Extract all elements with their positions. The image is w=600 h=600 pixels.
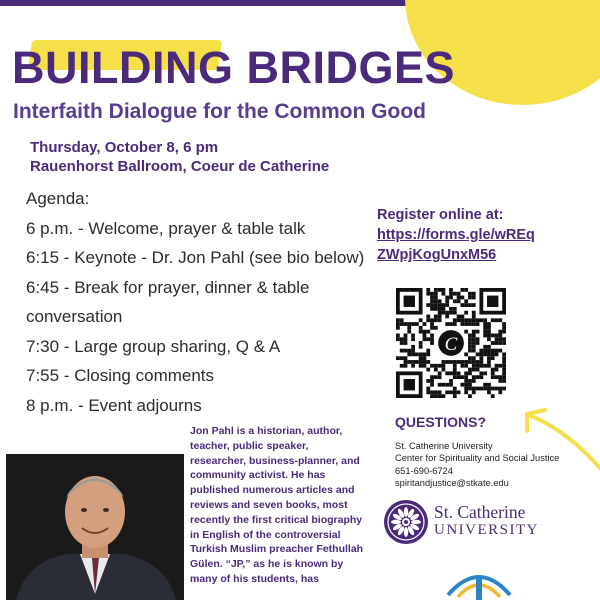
event-date: Thursday, October 8, 6 pm [30, 139, 219, 156]
contact-center: Center for Spirituality and Social Justice [395, 453, 560, 464]
speaker-bio: Jon Pahl is a historian, author, teacher, public speaker, researcher, business-planner, and community activist. He has published numerous articles and reviews and seven books, most recently the first critical biography in English of the controversial Turkish Muslim preacher Fethullah Gülen. “JP,” as he is known by many of his students, has [190, 425, 364, 585]
agenda-item: 8 p.m. - Event adjourns [26, 395, 202, 415]
agenda-item: 6:15 - Keynote - Dr. Jon Pahl (see bio below) [26, 248, 365, 267]
event-location: Rauenhorst Ballroom, Coeur de Catherine [30, 158, 330, 175]
register-link-line1[interactable]: https://forms.gle/wREq [377, 227, 535, 243]
agenda-item: 6:45 - Break for prayer, dinner & table [26, 277, 310, 297]
register-block [377, 205, 535, 265]
agenda-list [26, 184, 366, 420]
agenda-item: 7:30 - Large group sharing, Q & A [26, 336, 281, 356]
agenda-item: conversation [26, 307, 123, 326]
register-link-line2[interactable]: ZWpjKogUnxM56 [377, 247, 497, 263]
contact-email[interactable]: spiritandjustice@stkate.edu [395, 477, 509, 488]
center-logo-icon [440, 565, 518, 600]
agenda-item: 6 p.m. - Welcome, prayer & table talk [26, 218, 306, 238]
event-details [30, 138, 329, 176]
contact-phone[interactable]: 651-690-6724 [395, 465, 453, 476]
contact-org: St. Catherine University [395, 441, 493, 451]
svg-text:C: C [444, 334, 458, 356]
agenda-item: 7:55 - Closing comments [26, 366, 215, 385]
university-seal-icon [383, 499, 429, 545]
page-title: BUILDING BRIDGES [12, 42, 456, 93]
speaker-photo [6, 454, 184, 600]
qr-code[interactable] [396, 288, 506, 398]
questions-heading: QUESTIONS? [395, 414, 487, 430]
register-link[interactable] [377, 225, 535, 265]
university-name-sub: UNIVERSITY [434, 522, 539, 538]
university-name: St. Catherine [434, 502, 526, 522]
page-subtitle: Interfaith Dialogue for the Common Good [13, 100, 426, 123]
register-label: Register online at: [377, 207, 504, 223]
contact-info [395, 440, 559, 489]
agenda-heading: Agenda: [26, 189, 90, 208]
